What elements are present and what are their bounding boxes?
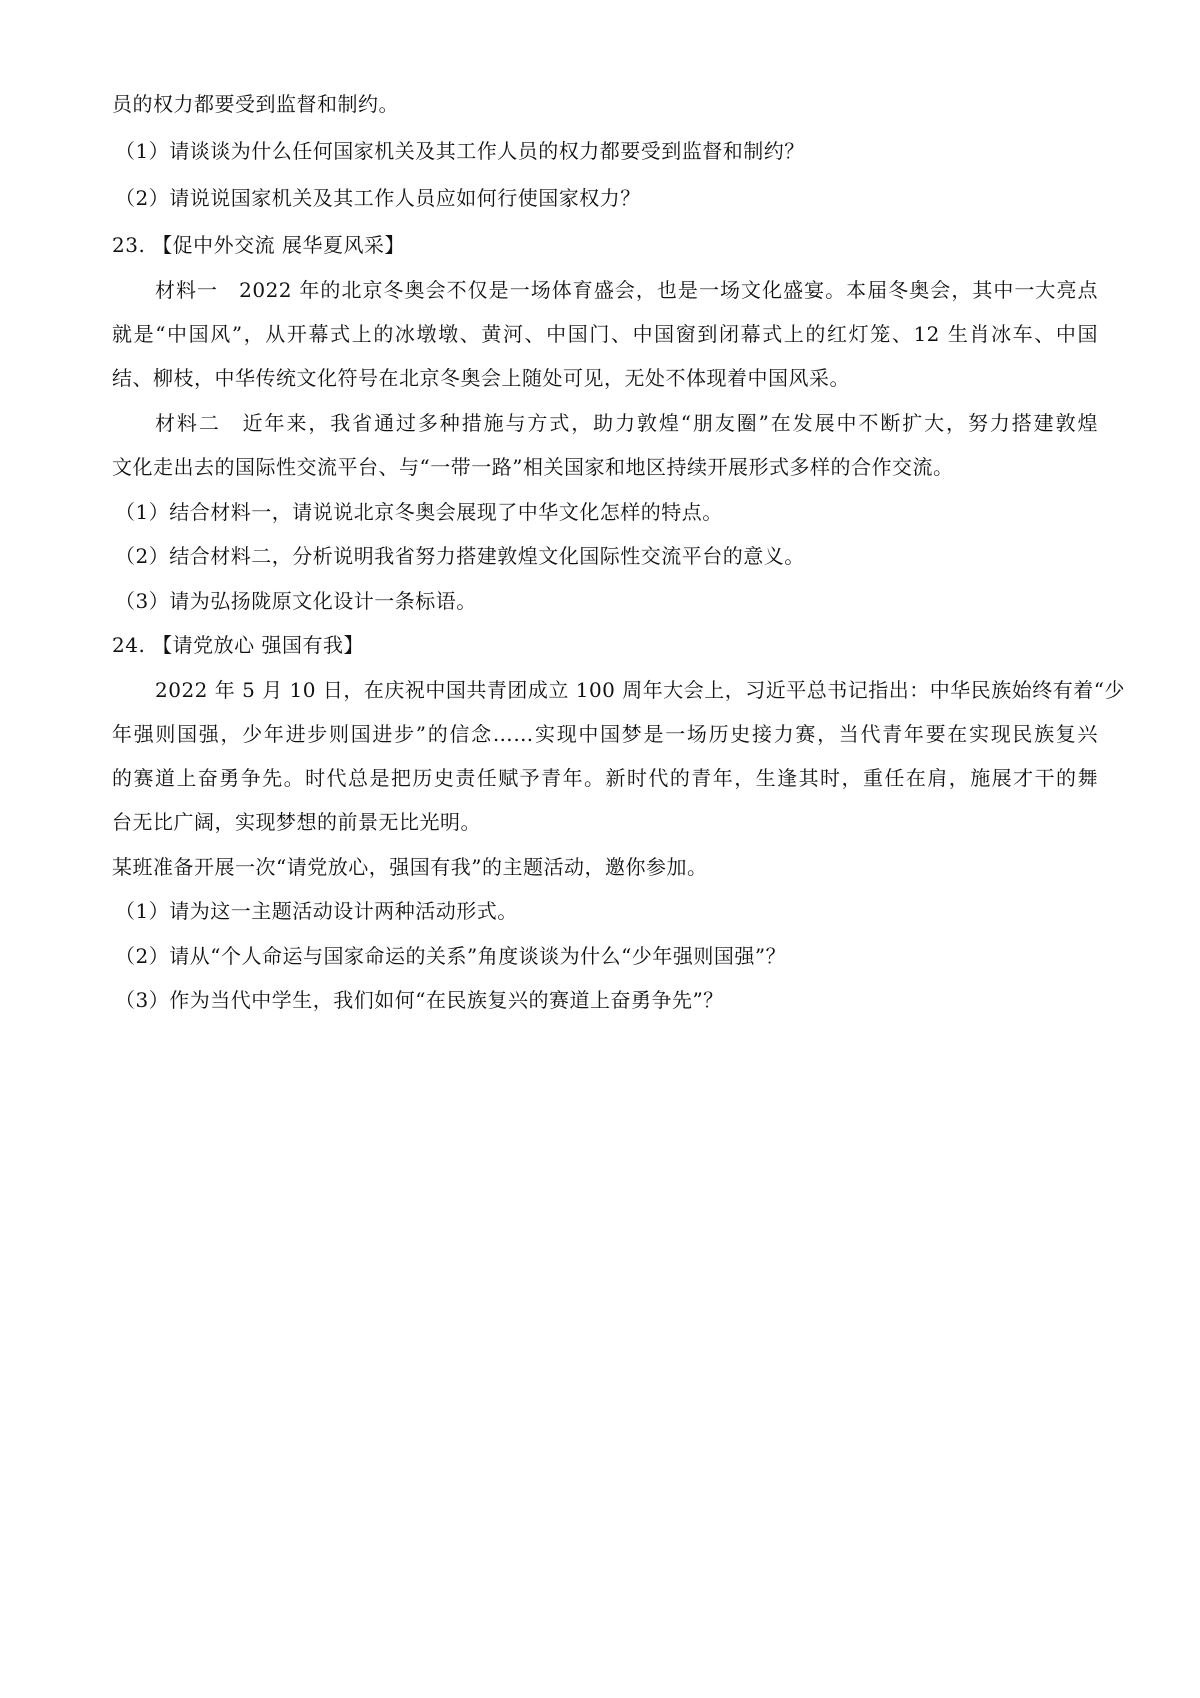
q24-passage-line-1: 2022 年 5 月 10 日，在庆祝中国共青团成立 100 周年大会上，习近平总书记指出：中华民族始终有着“少 (155, 678, 1125, 702)
q23-material1-line-3: 结、柳枝，中华传统文化符号在北京冬奥会上随处可见，无处不体现着中国风采。 (112, 366, 850, 390)
q23-material1-line-1: 材料一 2022 年的北京冬奥会不仅是一场体育盛会，也是一场文化盛宴。本届冬奥会，其中一大亮点 (155, 278, 1098, 302)
q23-material2-line-1: 材料二 近年来，我省通过多种措施与方式，助力敦煌“朋友圈”在发展中不断扩大，努力搭建敦煌 (155, 411, 1098, 435)
q22-subquestion-2: （2）请说说国家机关及其工作人员应如何行使国家权力？ (115, 186, 641, 210)
q24-passage-line-4: 台无比广阔，实现梦想的前景无比光明。 (112, 810, 481, 834)
q24-subquestion-3: （3）作为当代中学生，我们如何“在民族复兴的赛道上奋勇争先”？ (115, 988, 724, 1012)
q23-subquestion-1: （1）结合材料一，请说说北京冬奥会展现了中华文化怎样的特点。 (115, 500, 723, 524)
q23-material1-line-2: 就是“中国风”，从开幕式上的冰墩墩、黄河、中国门、中国窗到闭幕式上的红灯笼、12 生肖冰车、中国 (112, 322, 1098, 346)
q24-subquestion-2: （2）请从“个人命运与国家命运的关系”角度谈谈为什么“少年强则国强”？ (115, 944, 787, 968)
q24-passage-line-2: 年强则国强，少年进步则国进步”的信念……实现中国梦是一场历史接力赛，当代青年要在实现民族复兴 (112, 722, 1098, 746)
q23-heading: 23. 【促中外交流 展华夏风采】 (112, 233, 406, 257)
continuation-line: 员的权力都要受到监督和制约。 (112, 92, 399, 116)
q23-subquestion-3: （3）请为弘扬陇原文化设计一条标语。 (115, 589, 477, 613)
q24-subquestion-1: （1）请为这一主题活动设计两种活动形式。 (115, 899, 518, 923)
q22-subquestion-1: （1）请谈谈为什么任何国家机关及其工作人员的权力都要受到监督和制约？ (115, 139, 805, 163)
q23-subquestion-2: （2）结合材料二，分析说明我省努力搭建敦煌文化国际性交流平台的意义。 (115, 544, 805, 568)
q23-material2-line-2: 文化走出去的国际性交流平台、与“一带一路”相关国家和地区持续开展形式多样的合作交流。 (112, 455, 954, 479)
q24-passage-line-3: 的赛道上奋勇争先。时代总是把历史责任赋予青年。新时代的青年，生逢其时，重任在肩，施展才干的舞 (112, 766, 1098, 790)
q24-heading: 24. 【请党放心 强国有我】 (112, 633, 365, 657)
q24-intro: 某班准备开展一次“请党放心，强国有我”的主题活动，邀你参加。 (112, 855, 708, 879)
